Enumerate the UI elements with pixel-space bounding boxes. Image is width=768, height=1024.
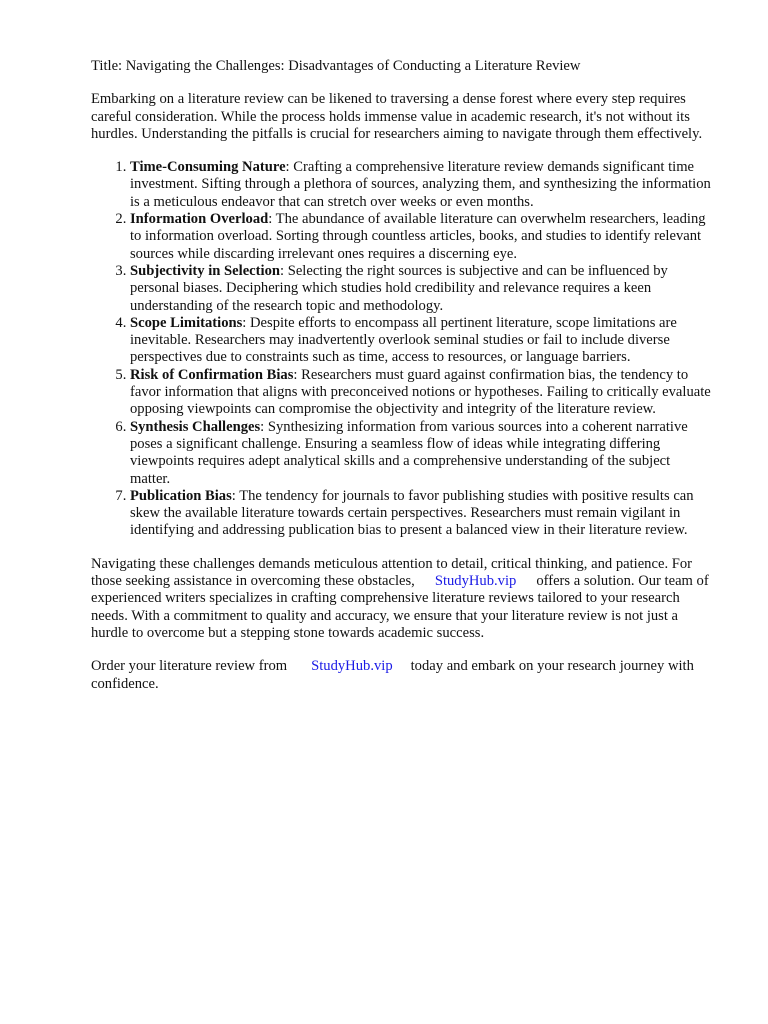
list-item-term: Subjectivity in Selection [130,262,280,279]
list-item-text: : Crafting a comprehensive literature review demands significant time investment. Sifting through a plethora of sources, analyzing them, and synthesizing the information is a meticulous endeavor that can stretch over weeks or even months. [130,159,711,210]
cta-text-before: Order your literature review from [91,658,288,675]
document-page [91,58,713,709]
list-item [130,488,713,540]
list-item-term: Scope Limitations [130,314,243,331]
list-item-term: Publication Bias [130,487,232,504]
studyhub-link-cta[interactable]: StudyHub.vip [311,658,393,675]
studyhub-link[interactable]: StudyHub.vip [434,573,517,590]
closing-text-after: offers a solution. Our team of experienced writers specializes in crafting comprehensive literature reviews tailored to your research needs. With a commitment to quality and accuracy, we ensure that your literature review is not just a hurdle to overcome but a stepping stone towards academic success. [91,573,709,641]
list-item-term: Risk of Confirmation Bias [130,366,294,383]
list-item [130,315,713,367]
list-item-text: : Researchers must guard against confirmation bias, the tendency to favor information that aligns with preconceived notions or hypotheses. Failing to critically evaluate opposing viewpoints can compromise the objectivity and integrity of the literature review. [130,366,711,418]
list-item [130,263,713,315]
list-item-text: : Selecting the right sources is subjective and can be influenced by personal biases. Deciphering which studies hold credibility and relevance requires a keen understanding of the research topic and methodology. [130,262,668,314]
list-item-text: : The tendency for journals to favor publishing studies with positive results can skew the available literature towards certain perspectives. Researchers must remain vigilant in identifying and addressing publication bias to present a balanced view in their literature review. [130,487,694,539]
intro-paragraph: Embarking on a literature review can be likened to traversing a dense forest where every step requires careful consideration. While the process holds immense value in academic research, it's not without its hurdles. Understanding the pitfalls is crucial for researchers aiming to navigate through them effectively. [91,91,703,142]
list-item [130,211,713,263]
list-item-text: : Synthesizing information from various sources into a coherent narrative poses a significant challenge. Ensuring a seamless flow of ideas while integrating differing viewpoints requires adept analytical skills and a comprehensive understanding of the subject matter. [130,418,688,487]
challenges-list [91,159,713,540]
list-item [130,367,713,419]
closing-paragraph [91,556,713,642]
list-item-text: : The abundance of available literature can overwhelm researchers, leading to information overload. Sorting through countless articles, books, and studies to identify relevant sources while discarding irrelevant ones requires a discerning eye. [130,211,706,262]
cta-text-after: today and embark on your research journey with confidence. [91,658,694,692]
list-item [130,159,713,211]
cta-paragraph [91,658,713,693]
closing-text-before: Navigating these challenges demands meticulous attention to detail, critical thinking, and patience. For those seeking assistance in overcoming these obstacles, [91,555,693,590]
list-item-term: Information Overload [130,211,269,228]
list-item-term: Synthesis Challenges [130,418,261,435]
document-title: Title: Navigating the Challenges: Disadvantages of Conducting a Literature Review [91,58,581,74]
list-item [130,419,713,488]
list-item-text: : Despite efforts to encompass all pertinent literature, scope limitations are inevitable. Researchers may inadvertently overlook seminal studies or fail to include diverse perspectives due to constraints such as time, access to resources, or language barriers. [130,314,677,366]
list-item-term: Time-Consuming Nature [130,159,286,176]
